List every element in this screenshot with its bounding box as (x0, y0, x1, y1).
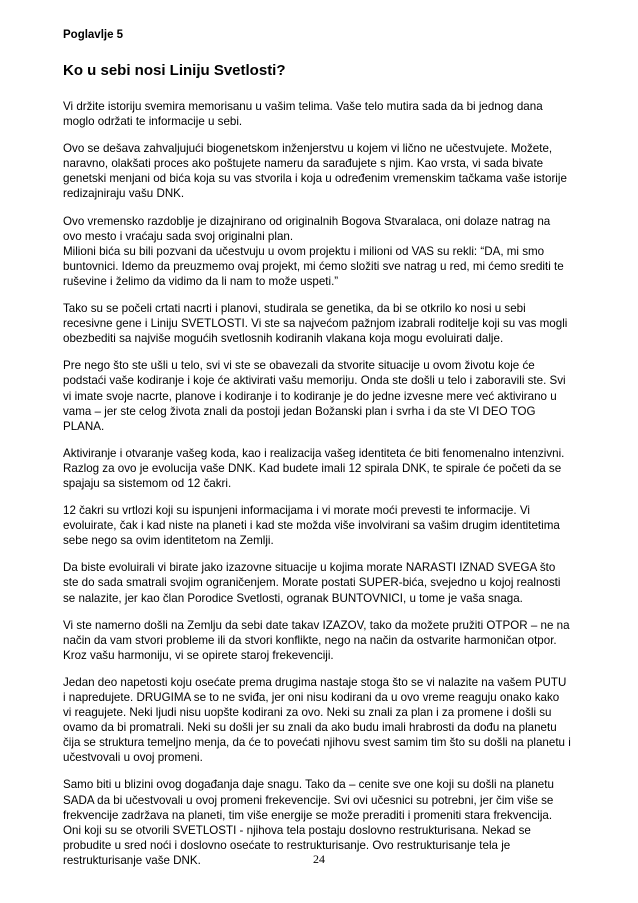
body-text (63, 99, 583, 880)
paragraph: Ovo se dešava zahvaljujući biogenetskom inženjerstvu u kojem vi lično ne učestvujete. Možete, naravno, olakšati proces ako poštujete nameru da sarađujete s njim. Kao vrsta, vi sada bivate genetski menjani od bića koja su vas stvorila i koja u određenim vremenskim tačkama vaše istorije redizajniraju vašu DNK. (63, 142, 567, 201)
paragraph: Jedan deo napetosti koju osećate prema drugima nastaje stoga što se vi nalazite na vašem PUTU i napredujete. DRUGIMA se to ne sviđa, jer oni nisu kodirani da u ovo vreme reaguju onako kako vi reagujete. Neki ljudi nisu uopšte kodirani za ovo. Neki su znali za plan i za promene i došli su ovamo da bi promatrali. Neki su došli jer su znali da ako budu imali hrabrosti da dođu na planetu čija se struktura temeljno menja, da će to povećati njihovu svest samim tim što su došli na planetu i učestvovali u ovoj promeni. (63, 675, 571, 765)
paragraph: Aktiviranje i otvaranje vašeg koda, kao i realizacija vašeg identiteta će biti fenomenalno intenzivni. Razlog za ovo je evolucija vaše DNK. Kad budete imali 12 spirala DNK, te spirale će početi da se spajaju sa sistemom od 12 čakri. (63, 446, 565, 490)
page-number: 24 (313, 852, 325, 866)
paragraph: Ovo vremensko razdoblje je dizajnirano od originalnih Bogova Stvaralaca, oni dolaze natrag na ovo mesto i vraćaju sada svoj originalni plan. Milioni bića su bili pozvani da učestvuju u ovom projektu i milioni od VAS su rekli: “DA, mi smo buntovnici. Idemo da preuzmemo ovaj projekt, mi ćemo složiti sve natrag u red, mi ćemo srediti te ruševine i želimo da vidimo da li nam to može uspeti.” (63, 214, 564, 288)
paragraph: Tako su se počeli crtati nacrti i planovi, studirala se genetika, da bi se otkrilo ko nosi u sebi recesivne gene i Liniju SVETLOSTI. Vi ste sa najvećom pažnjom izabrali roditelje koji su vas mogli obezbediti sa najviše mogućih svetlosnih kodiranih vlakana koja mogu evoluirati dalje. (63, 302, 568, 346)
paragraph: 12 čakri su vrtlozi koji su ispunjeni informacijama i vi morate moći prevesti te informacije. Vi evoluirate, čak i kad niste na planeti i kad ste možda više involvirani sa vašim drugim identitetima sebe nego sa ovim identitetom na Zemlji. (63, 504, 560, 548)
chapter-heading: Poglavlje 5 (63, 29, 124, 41)
paragraph: Da biste evoluirali vi birate jako izazovne situacije u kojima morate NARASTI IZNAD SVEGA što ste do sada smatrali svojim ograničenjem. Morate postati SUPER-bića, svejedno u kojoj realnosti se nalazite, jer kao član Porodice Svetlosti, ogranak BUNTOVNICI, u tome je vaša snaga. (63, 561, 561, 605)
paragraph: Pre nego što ste ušli u telo, svi vi ste se obavezali da stvorite situacije u ovom životu koje će podstaći vaše kodiranje i koje će aktivirati vašu memoriju. Onda ste došli u telo i zaboravili ste. Svi vi imate svoje nacrte, planove i kodiranje i to kodiranje je do jedne izvesne mere već aktivirano u vama – jer ste celog života znali da postoji jedan Božanski plan i svrha i da ste VI DEO TOG PLANA. (63, 359, 566, 433)
paragraph: Samo biti u blizini ovog događanja daje snagu. Tako da – cenite sve one koji su došli na planetu SADA da bi učestvovali u ovoj promeni frekevencije. Svi ovi učesnici su potrebni, jer čim više se frekvencije zadržava na planeti, tim više energije se može preraditi i promeniti stara frekvencija. Oni koji su se otvorili SVETLOSTI - njihova tela postaju doslovno restrukturisana. Nekad se probudite u sred noći i doslovno osećate to restrukturisanje. Ovo restrukturisanje tela je restrukturisanje vaše DNK. (63, 778, 554, 867)
paragraph: Vi držite istoriju svemira memorisanu u vašim telima. Vaše telo mutira sada da bi jednog dana moglo održati te informacije u sebi. (63, 100, 543, 129)
page-title: Ko u sebi nosi Liniju Svetlosti? (63, 62, 286, 79)
paragraph: Vi ste namerno došli na Zemlju da sebi date takav IZAZOV, tako da možete pružiti OTPOR – ne na način da vam stvori probleme ili da stvori konflikte, nego na način da ostvarite harmoničan otpor. Kroz vašu harmoniju, vi se opirete staroj frekevenciji. (63, 618, 570, 662)
